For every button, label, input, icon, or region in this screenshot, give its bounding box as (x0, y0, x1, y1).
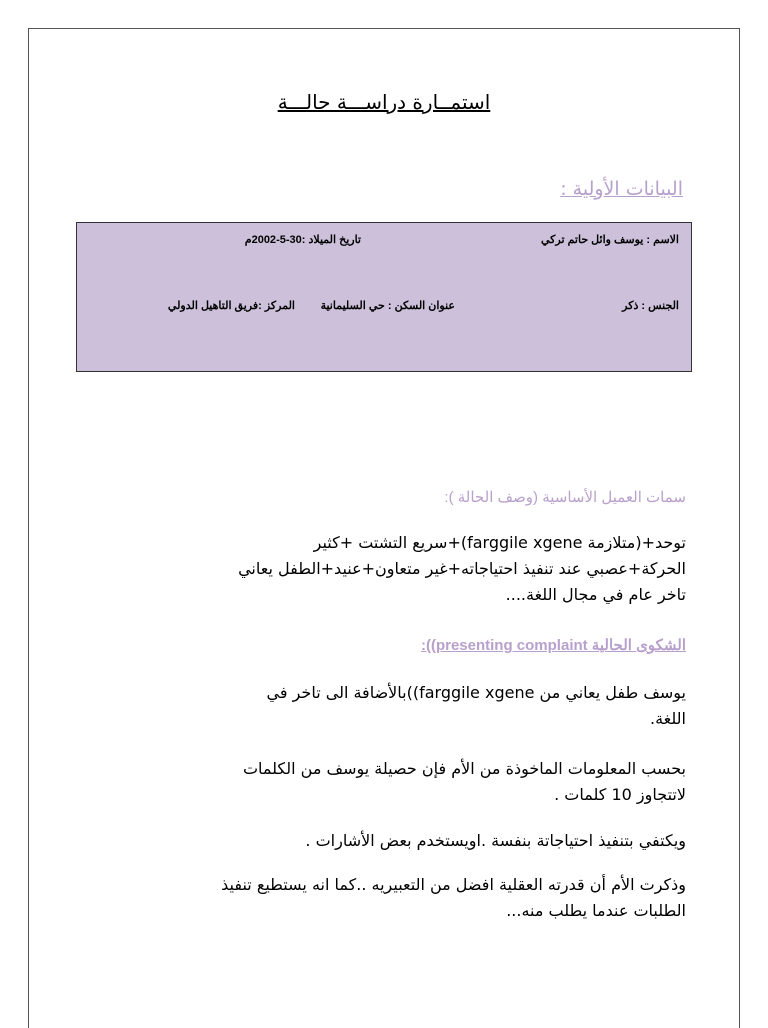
section-heading-complaint: الشكوى الحالية presenting complaint)): (420, 637, 686, 654)
complaint-paragraph (267, 680, 686, 732)
needs-paragraph: ويكتفي بتنفيذ احتياجاتة بنفسة .اويستخدم بعض الأشارات . (305, 831, 686, 850)
traits-paragraph (238, 530, 686, 608)
info-box (76, 222, 692, 372)
info-source-line: بحسب المعلومات الماخوذة من الأم فإن حصيلة يوسف من الكلمات (242, 759, 686, 778)
complaint-line: يوسف طفل يعاني من farggile xgene))بالأضافة الى تاخر في (266, 683, 686, 702)
info-source-line: لاتتجاوز 10 كلمات . (554, 785, 686, 804)
info-source-paragraph (243, 756, 686, 808)
info-birthdate: تاريخ الميلاد :30-5-2002م (244, 234, 361, 246)
traits-line: الحركة+عصبي عند تنفيذ احتياجاته+غير متعاون+عنيد+الطفل يعاني (238, 559, 686, 578)
form-title (0, 90, 768, 114)
traits-line: تاخر عام في مجال اللغة.... (505, 585, 686, 604)
mother-paragraph (221, 872, 686, 924)
info-name: الاسم : يوسف وائل حاتم تركي (541, 234, 679, 246)
traits-line: توحد+(متلازمة farggile xgene)+سريع التشتت +كثير (313, 533, 686, 552)
section-heading-basic-data: البيانات الأولية : (560, 178, 683, 200)
info-address: عنوان السكن : حي السليمانية (320, 300, 455, 312)
section-heading-traits: سمات العميل الأساسية (وصف الحالة ): (444, 489, 686, 506)
form-title-text: استمــارة دراســـة حالـــة (277, 90, 491, 114)
mother-line: وذكرت الأم أن قدرته العقلية افضل من التعبيريه ..كما انه يستطيع تنفيذ (221, 875, 686, 894)
info-center: المركز :فريق التاهيل الدولي (167, 300, 295, 312)
complaint-line: اللغة. (650, 709, 686, 728)
info-gender: الجنس : ذكر (622, 300, 679, 312)
mother-line: الطلبات عندما يطلب منه... (506, 901, 686, 920)
